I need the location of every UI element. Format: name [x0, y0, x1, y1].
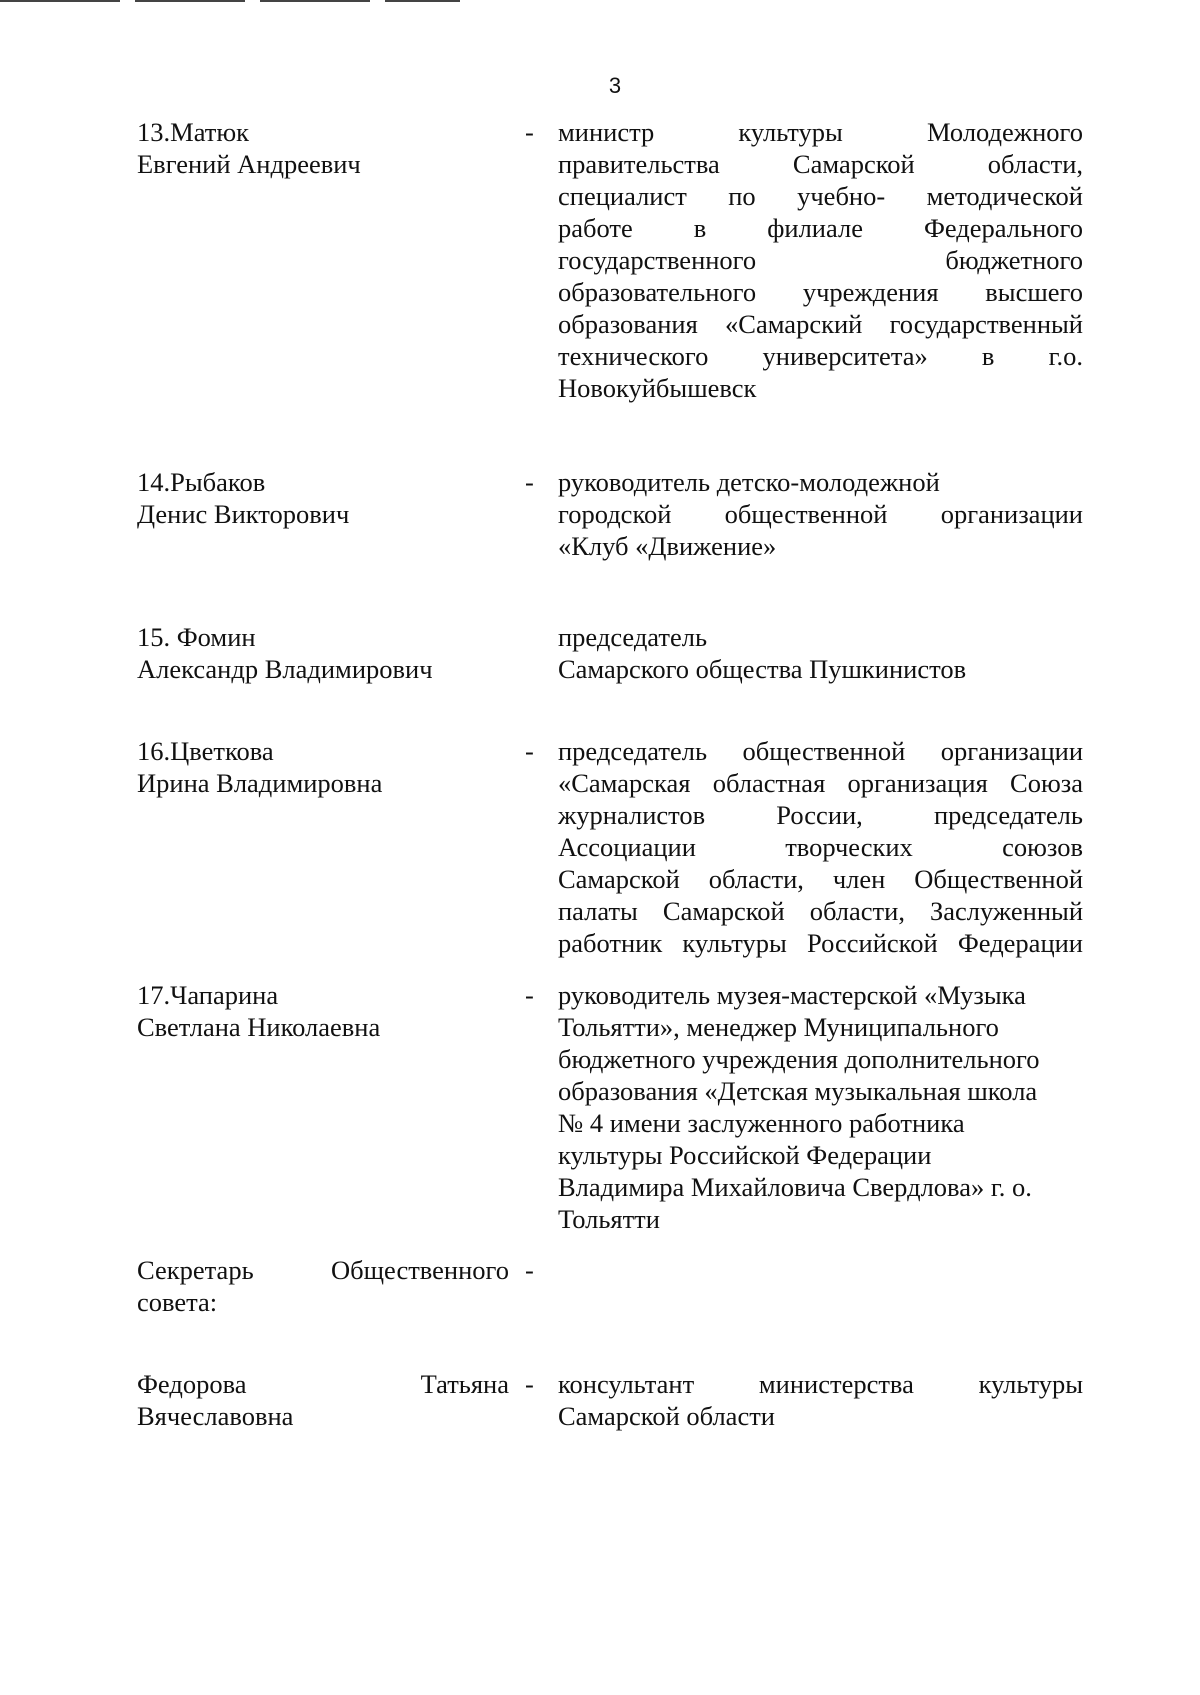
secretary-label: Секретарь Общественного совета: — [137, 1255, 509, 1317]
member-name: 14.Рыбаков Денис Викторович — [137, 467, 350, 529]
dash-separator: - — [525, 117, 534, 147]
dash-separator: - — [525, 1369, 534, 1399]
secretary-description: консультант министерства культуры Самарской области — [558, 1369, 1083, 1431]
page-number: 3 — [608, 73, 622, 98]
member-name: 16.Цветкова Ирина Владимировна — [137, 736, 383, 798]
member-description: министр культуры Молодежного правительства Самарской области, специалист по учебно- методической работе в филиале Федерального государственного бюджетного образовательного учреждения высшего образования «Самарский государственный технического университета» в г.о. Новокуйбышевск — [558, 117, 1083, 403]
dash-separator: - — [525, 736, 534, 766]
member-name: 13.Матюк Евгений Андреевич — [137, 117, 361, 179]
member-description: председатель общественной организации «Самарская областная организация Союза журналистов России, председатель Ассоциации творческих союзов Самарской области, член Общественной палаты Самарской области, Заслуженный работник культуры Российской Федерации — [558, 736, 1083, 958]
member-description: председатель Самарского общества Пушкинистов — [558, 622, 967, 684]
secretary-name: Федорова Татьяна Вячеславовна — [137, 1369, 509, 1431]
member-name: 17.Чапарина Светлана Николаевна — [137, 980, 381, 1042]
member-description: руководитель детско-молодежной городской общественной организации «Клуб «Движение» — [558, 467, 1083, 561]
member-description: руководитель музея-мастерской «Музыка Тольятти», менеджер Муниципального бюджетного учреждения дополнительного образования «Детская музыкальная школа № 4 имени заслуженного работника культуры Российской Федерации Владимира Михайловича Свердлова» г. о. Тольятти — [558, 980, 1040, 1234]
scan-top-marks — [0, 0, 470, 2]
member-name: 15. Фомин Александр Владимирович — [137, 622, 433, 684]
dash-separator: - — [525, 980, 534, 1010]
dash-separator: - — [525, 1255, 534, 1285]
dash-separator: - — [525, 467, 534, 497]
